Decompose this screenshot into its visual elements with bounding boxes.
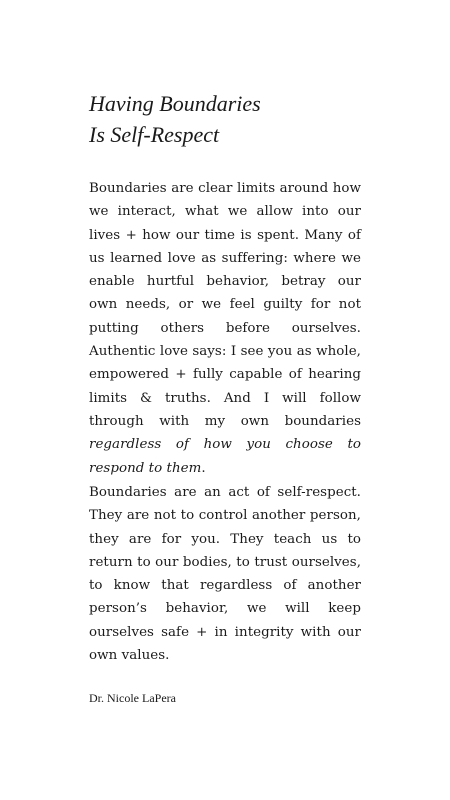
paragraph-1 bbox=[89, 177, 361, 480]
paragraph-1-text: Boundaries are clear limits around how we interact, what we allow into our lives + how our time is spent. Many of us learned love as suffering: where we enable hurtful behavior, betray our own needs, or we feel guilty for not putting others before ourselves. Authentic love says: I see you as whole, empowered + fully capable of hearing limits & truths. And I will follow through with my own boundaries bbox=[89, 181, 361, 429]
paragraph-1-end: . bbox=[201, 460, 206, 476]
page-title bbox=[89, 88, 369, 150]
paragraph-2 bbox=[89, 481, 361, 667]
author-credit: Dr. Nicole LaPera bbox=[89, 691, 176, 705]
paragraph-1-emphasis: regardless of how you choose to respond to them bbox=[89, 437, 361, 476]
title-line-2: Is Self-Respect bbox=[89, 122, 220, 147]
paragraph-2-text: Boundaries are an act of self-respect. They are not to control another person, they are for you. They teach us to return to our bodies, to trust ourselves, to know that regardless of another person’s behavior, we will keep ourselves safe + in integrity with our own values. bbox=[89, 485, 361, 664]
title-line-1: Having Boundaries bbox=[89, 91, 261, 116]
